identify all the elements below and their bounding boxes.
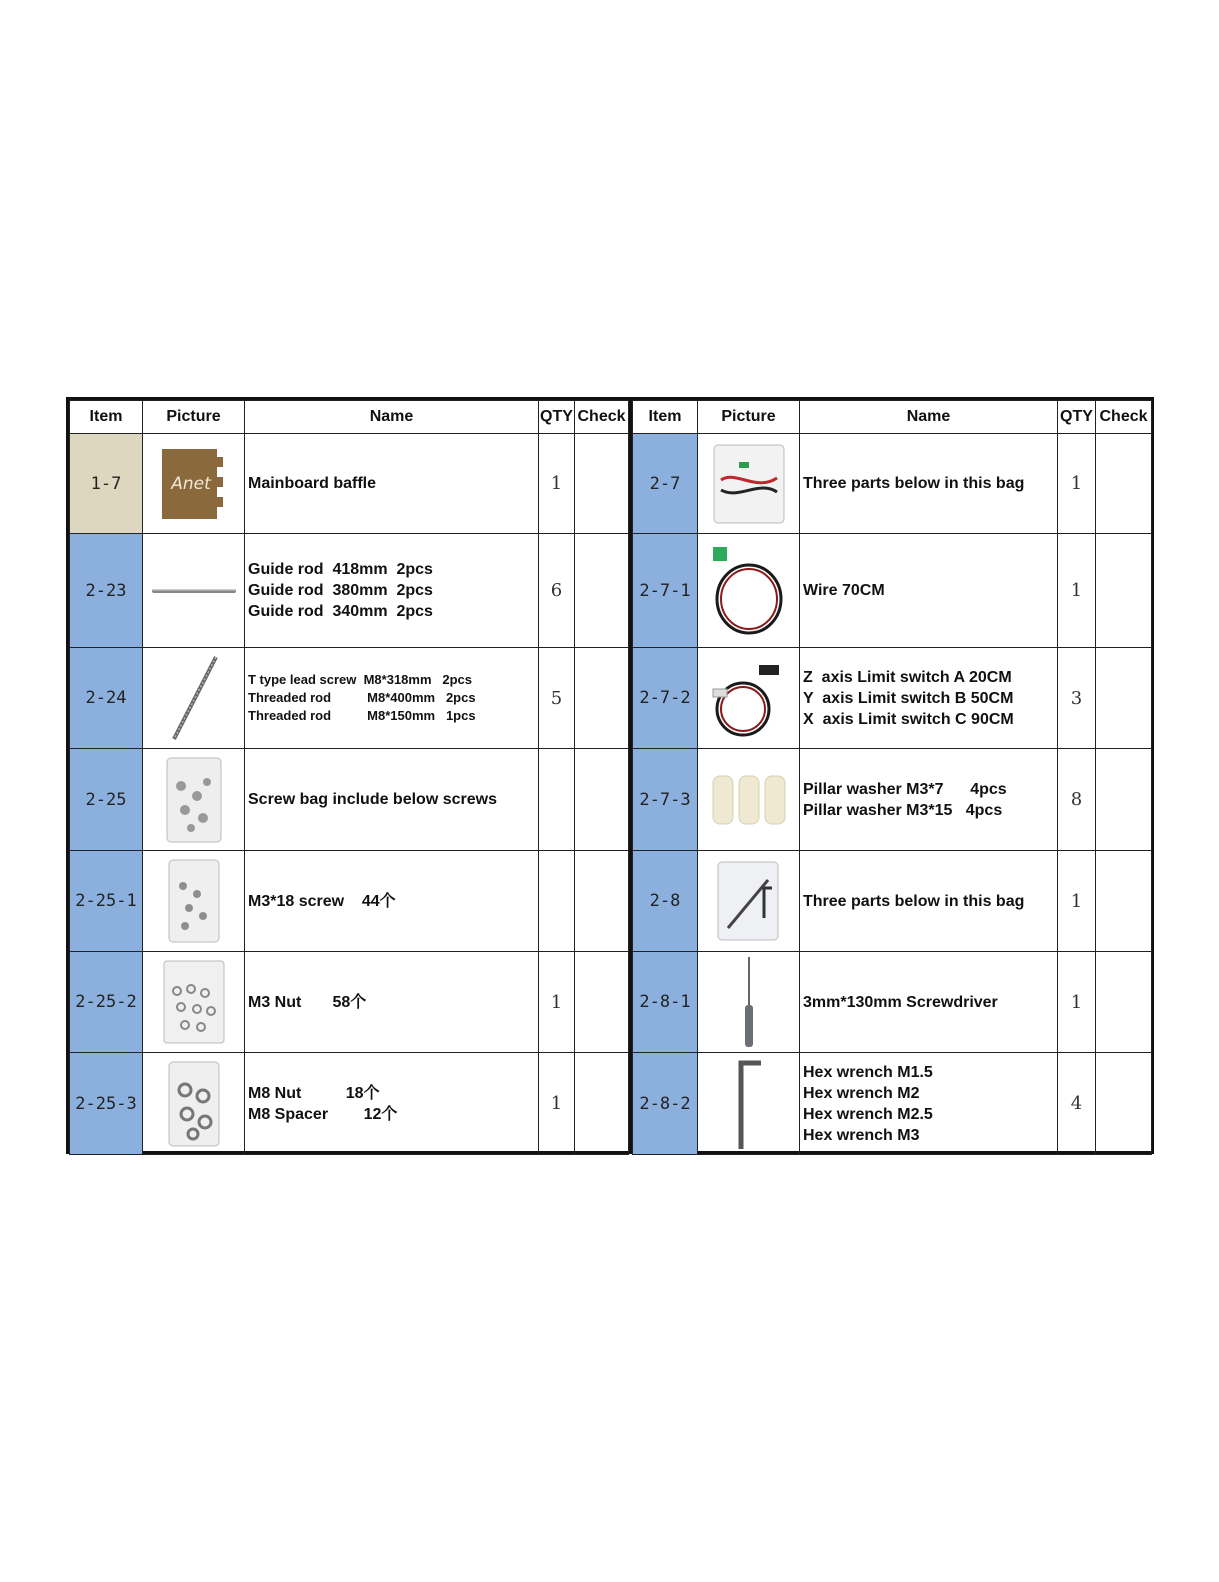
header-check: Check <box>1096 401 1152 434</box>
header-name: Name <box>800 401 1058 434</box>
item-picture <box>143 952 245 1053</box>
lead-screw-icon <box>164 653 224 743</box>
item-qty: 1 <box>1058 434 1096 534</box>
item-qty: 1 <box>1058 534 1096 648</box>
item-name: Z axis Limit switch A 20CM Y axis Limit switch B 50CM X axis Limit switch C 90CM <box>800 648 1058 749</box>
baffle-logo: Anet <box>170 473 211 494</box>
item-check[interactable] <box>1096 534 1152 648</box>
item-picture <box>143 749 245 851</box>
item-picture <box>143 851 245 952</box>
item-name: Screw bag include below screws <box>245 749 539 851</box>
table-row <box>633 434 1152 534</box>
item-code: 1-7 <box>70 434 143 534</box>
guide-rod-icon <box>151 586 237 596</box>
table-row <box>70 1053 629 1155</box>
hex-wrench-icon <box>729 1057 769 1151</box>
item-name: Hex wrench M1.5 Hex wrench M2 Hex wrench M2.5 Hex wrench M3 <box>800 1053 1058 1155</box>
item-code: 2-8 <box>633 851 698 952</box>
item-code: 2-7-1 <box>633 534 698 648</box>
table-row <box>70 648 629 749</box>
limit-switch-icon <box>711 653 787 743</box>
item-name: Three parts below in this bag <box>800 851 1058 952</box>
table-row <box>633 1053 1152 1155</box>
header-row <box>633 401 1152 434</box>
item-code: 2-8-2 <box>633 1053 698 1155</box>
table-row <box>633 534 1152 648</box>
table-row <box>70 851 629 952</box>
item-check[interactable] <box>1096 1053 1152 1155</box>
item-code: 2-25-2 <box>70 952 143 1053</box>
nut-bag-icon <box>161 959 227 1045</box>
header-picture: Picture <box>143 401 245 434</box>
item-name: M8 Nut 18个 M8 Spacer 12个 <box>245 1053 539 1155</box>
item-picture <box>698 1053 800 1155</box>
item-check[interactable] <box>575 952 629 1053</box>
header-check: Check <box>575 401 629 434</box>
item-check[interactable] <box>1096 851 1152 952</box>
item-code: 2-23 <box>70 534 143 648</box>
item-check[interactable] <box>575 749 629 851</box>
screw-bag-icon <box>165 858 223 944</box>
item-name: M3*18 screw 44个 <box>245 851 539 952</box>
item-qty <box>539 749 575 851</box>
item-name: T type lead screw M8*318mm 2pcs Threaded rod M8*400mm 2pcs Threaded rod M8*150mm 1pcs <box>245 648 539 749</box>
item-name: Guide rod 418mm 2pcs Guide rod 380mm 2pcs Guide rod 340mm 2pcs <box>245 534 539 648</box>
item-qty: 1 <box>1058 952 1096 1053</box>
item-qty: 1 <box>1058 851 1096 952</box>
table-row <box>70 534 629 648</box>
item-name: 3mm*130mm Screwdriver <box>800 952 1058 1053</box>
header-qty: QTY <box>1058 401 1096 434</box>
item-name: Mainboard baffle <box>245 434 539 534</box>
item-check[interactable] <box>575 851 629 952</box>
item-check[interactable] <box>1096 434 1152 534</box>
item-code: 2-25-3 <box>70 1053 143 1155</box>
item-name: M3 Nut 58个 <box>245 952 539 1053</box>
item-qty: 1 <box>539 1053 575 1155</box>
table-row <box>633 851 1152 952</box>
header-row <box>70 401 629 434</box>
wire-bag-icon <box>711 442 787 526</box>
item-picture <box>143 434 245 534</box>
item-qty: 8 <box>1058 749 1096 851</box>
item-check[interactable] <box>1096 648 1152 749</box>
table-row <box>633 648 1152 749</box>
item-qty: 1 <box>539 434 575 534</box>
item-name: Wire 70CM <box>800 534 1058 648</box>
item-qty: 4 <box>1058 1053 1096 1155</box>
table-row <box>70 749 629 851</box>
item-qty: 3 <box>1058 648 1096 749</box>
packing-list-right-table <box>629 397 1154 1154</box>
item-picture <box>698 648 800 749</box>
item-code: 2-7-2 <box>633 648 698 749</box>
item-picture <box>143 648 245 749</box>
item-check[interactable] <box>575 648 629 749</box>
screw-bag-icon <box>163 756 225 844</box>
item-code: 2-24 <box>70 648 143 749</box>
item-picture <box>698 851 800 952</box>
item-picture <box>698 952 800 1053</box>
item-code: 2-25-1 <box>70 851 143 952</box>
nut-bag-icon <box>165 1060 223 1148</box>
wire-coil-icon <box>709 541 789 641</box>
item-check[interactable] <box>1096 749 1152 851</box>
tool-bag-icon <box>714 858 784 944</box>
item-code: 2-8-1 <box>633 952 698 1053</box>
item-picture <box>698 534 800 648</box>
screwdriver-icon <box>739 955 759 1049</box>
item-qty: 1 <box>539 952 575 1053</box>
header-name: Name <box>245 401 539 434</box>
table-row <box>70 434 629 534</box>
packing-list-left-table <box>66 397 631 1154</box>
table-row <box>633 952 1152 1053</box>
mainboard-baffle-icon <box>159 447 229 521</box>
item-picture <box>698 749 800 851</box>
item-check[interactable] <box>575 534 629 648</box>
item-qty <box>539 851 575 952</box>
item-picture <box>698 434 800 534</box>
item-qty: 5 <box>539 648 575 749</box>
item-check[interactable] <box>575 434 629 534</box>
item-check[interactable] <box>575 1053 629 1155</box>
item-picture <box>143 1053 245 1155</box>
item-code: 2-7 <box>633 434 698 534</box>
header-item: Item <box>70 401 143 434</box>
header-qty: QTY <box>539 401 575 434</box>
item-check[interactable] <box>1096 952 1152 1053</box>
item-name: Pillar washer M3*7 4pcs Pillar washer M3*15 4pcs <box>800 749 1058 851</box>
table-row <box>70 952 629 1053</box>
table-row <box>633 749 1152 851</box>
item-picture <box>143 534 245 648</box>
item-qty: 6 <box>539 534 575 648</box>
packing-list <box>66 397 1154 1154</box>
header-item: Item <box>633 401 698 434</box>
item-code: 2-25 <box>70 749 143 851</box>
item-code: 2-7-3 <box>633 749 698 851</box>
header-picture: Picture <box>698 401 800 434</box>
item-name: Three parts below in this bag <box>800 434 1058 534</box>
pillar-washer-icon <box>709 770 789 830</box>
